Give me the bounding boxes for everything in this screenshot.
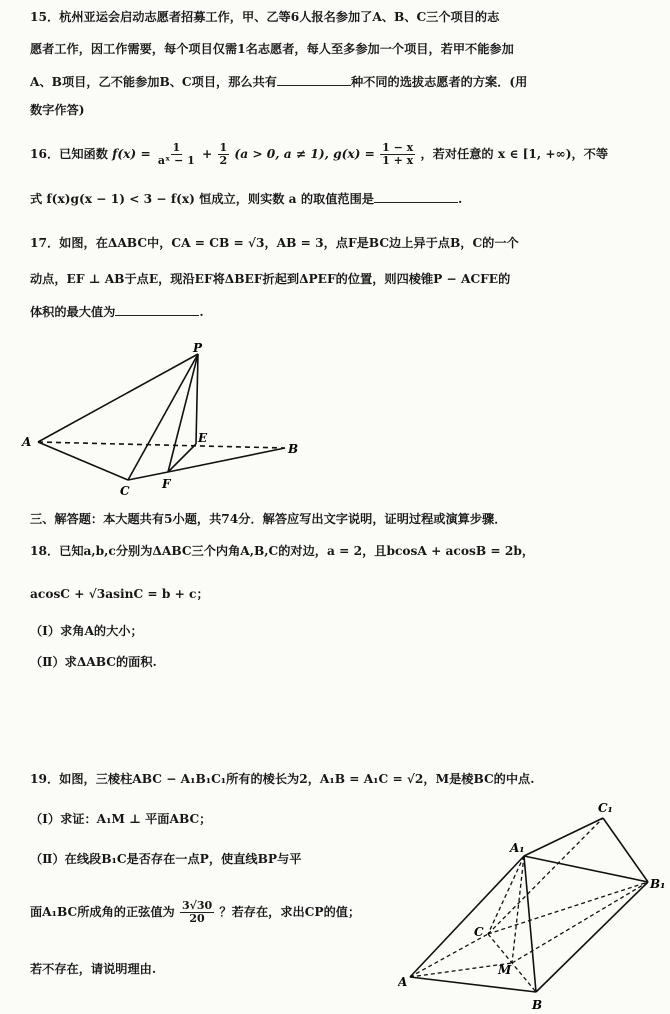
edge-aa1 [410, 856, 524, 977]
q16-frac-1-den: aˣ − 1 [157, 154, 195, 167]
label-a1: A₁ [510, 841, 525, 855]
q15-line-4: 数字作答) [30, 103, 85, 117]
q16-frac-2 [218, 142, 230, 167]
q15-line-3 [30, 73, 640, 91]
q16-line-2b: . [457, 192, 463, 206]
q16-f-lhs: f(x) = [112, 147, 151, 161]
edge-ac [38, 442, 128, 480]
edge-a1c1 [524, 818, 603, 856]
edge-a1c-dashed [488, 856, 524, 934]
q16-plus: + [202, 147, 213, 161]
q19-part-1: （Ⅰ）求证：A₁M ⊥ 平面ABC； [30, 812, 212, 826]
q16-line-2a: 式 f(x)g(x − 1) < 3 − f(x) 恒成立，则实数 a 的取值范围是 [30, 192, 374, 206]
q17-line-3b: . [199, 305, 204, 319]
q15-line-1: 15．杭州亚运会启动志愿者招募工作，甲、乙等6人报名参加了A、B、C三个项目的志 [30, 10, 500, 24]
q19-frac-den: 20 [189, 912, 205, 925]
q17-line-1: 17．如图，在ΔABC中，CA = CB = √3，AB = 3，点F是BC边上异于点B，C的一个 [30, 236, 519, 250]
edge-c1b1 [603, 818, 648, 882]
edge-fb [168, 448, 285, 472]
q19-frac [180, 900, 214, 925]
label-b1: B₁ [650, 877, 666, 891]
q15-answer-blank[interactable] [277, 73, 351, 86]
label-p: P [193, 341, 203, 355]
q19-part-3a: 面A₁BC所成角的正弦值为 [30, 905, 175, 919]
q16-line-1 [30, 139, 640, 169]
edge-pf [168, 354, 198, 472]
q19-frac-num: 3√30 [181, 899, 213, 912]
q16-frac-1-num: 1 [172, 141, 181, 154]
q17-answer-blank[interactable] [115, 303, 199, 316]
q17-line-2: 动点，EF ⊥ AB于点E，现沿EF将ΔBEF折起到ΔPEF的位置，则四棱锥P − ACFE的 [30, 272, 511, 286]
q16-frac-2-num: 1 [219, 141, 228, 154]
edge-bb1 [536, 882, 648, 992]
q19-line-1: 19．如图，三棱柱ABC − A₁B₁C₁所有的棱长为2，A₁B = A₁C = √2，M是棱BC的中点. [30, 772, 535, 786]
q19-part-4: 若不存在，请说明理由. [30, 962, 157, 976]
q15-line-3b: 种不同的选拔志愿者的方案．(用 [350, 75, 528, 89]
q16-pre: 16．已知函数 [30, 147, 108, 161]
q16-answer-blank[interactable] [374, 190, 458, 203]
q19-part-2: （Ⅱ）在线段B₁C是否存在一点P，使直线BP与平 [30, 852, 302, 866]
q16-frac-1 [156, 142, 197, 167]
edge-ab-dashed [38, 442, 285, 448]
edge-am-dashed [410, 963, 512, 977]
q19-part-3b: ？若存在，求出CP的值； [219, 905, 361, 919]
label-f: F [162, 477, 171, 491]
q16-frac-3 [380, 142, 415, 167]
q16-line-2 [30, 190, 640, 208]
label-c: C [474, 925, 484, 939]
label-m: M [498, 963, 512, 977]
q16-frac-3-num: 1 − x [382, 141, 414, 154]
q16-cond: (a > 0, a ≠ 1), g(x) = [234, 147, 375, 161]
label-c: C [120, 484, 130, 498]
q18-part-2: （Ⅱ）求ΔABC的面积. [30, 655, 157, 669]
section-3-heading: 三、解答题：本大题共有5小题，共74分．解答应写出文字说明，证明过程或演算步骤． [30, 512, 507, 526]
edge-a1m-dashed [512, 856, 524, 963]
label-a: A [398, 975, 408, 989]
label-b: B [288, 442, 299, 456]
q17-figure [20, 340, 320, 500]
edge-a1b [524, 856, 536, 992]
edge-ab [410, 977, 536, 992]
q19-figure [398, 794, 668, 1014]
q17-line-3a: 体积的最大值为 [30, 305, 116, 319]
label-c1: C₁ [598, 801, 613, 815]
q16-post: ，若对任意的 x ∈ [1, +∞)，不等 [420, 147, 609, 161]
label-b: B [532, 998, 543, 1012]
edge-cb1-dashed [488, 882, 648, 934]
edge-mb1-dashed [512, 882, 648, 963]
q16-frac-2-den: 2 [219, 154, 228, 167]
label-a: A [22, 435, 32, 449]
q16-frac-3-den: 1 + x [382, 154, 414, 167]
label-e: E [198, 431, 208, 445]
edge-ac-dashed [410, 934, 488, 977]
q17-line-3 [30, 303, 640, 321]
q18-part-1: （Ⅰ）求角A的大小； [30, 624, 143, 638]
q18-line-1: 18．已知a,b,c分别为ΔABC三个内角A,B,C的对边，a = 2，且bcosA + acosB = 2b， [30, 544, 535, 558]
q15-line-2: 愿者工作，因工作需要，每个项目仅需1名志愿者，每人至多参加一个项目，若甲不能参加 [30, 42, 514, 56]
q15-line-3a: A、B项目，乙不能参加B、C项目，那么共有 [30, 75, 277, 89]
q18-line-2: acosC + √3asinC = b + c； [30, 587, 209, 601]
